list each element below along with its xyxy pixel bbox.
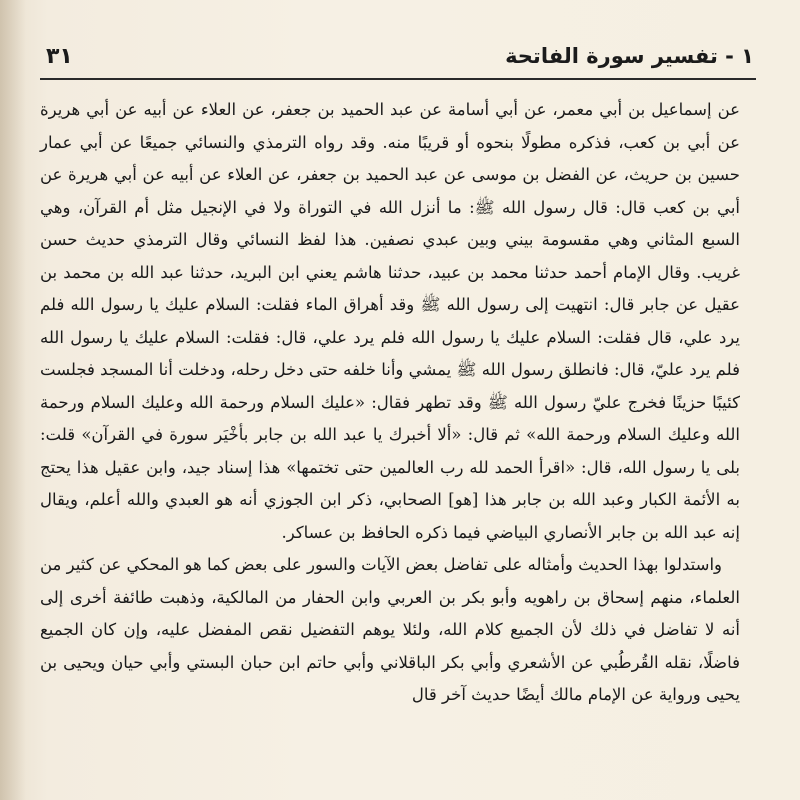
page-number: ٣١ <box>46 43 73 69</box>
paragraph: عن إسماعيل بن أبي معمر، عن أبي أسامة عن عبد الحميد بن جعفر، عن العلاء عن أبيه عن أبي هريرة عن أبي بن كعب، فذكره مطولًا بنحوه أو قريبًا منه. وقد رواه الترمذي والنسائي جميعًا عن أبي عمار حسين بن حريث، عن الفضل بن موسى عن عبد الحميد بن جعفر، عن العلاء عن أبيه عن أبي هريرة عن أبي بن كعب قال: قال رسول الله ﷺ: ما أنزل الله في التوراة ولا في الإنجيل مثل أم القرآن، وهي السبع المثاني وهي مقسومة بيني وبين عبدي نصفين. هذا لفظ النسائي وقال الترمذي حديث حسن غريب. وقال الإمام أحمد حدثنا محمد بن عبيد، حدثنا هاشم يعني ابن البريد، حدثنا عبد الله بن محمد بن عقيل عن جابر قال: انتهيت إلى رسول الله ﷺ وقد أهراق الماء فقلت: السلام عليك يا رسول الله فلم يرد علي، قال فقلت: السلام عليك يا رسول الله فلم يرد علي، قال: فقلت: السلام عليك يا رسول الله فلم يرد عليّ، قال: فانطلق رسول الله ﷺ يمشي وأنا خلفه حتى دخل رحله، ودخلت أنا المسجد فجلست كئيبًا حزينًا فخرج عليّ رسول الله ﷺ وقد تطهر فقال: «عليك السلام ورحمة الله وعليك السلام ورحمة الله وعليك السلام ورحمة الله» ثم قال: «ألا أخبرك يا عبد الله بن جابر بأخْيَر سورة في القرآن» قلت: بلى يا رسول الله، قال: «اقرأ الحمد لله رب العالمين حتى تختمها» هذا إسناد جيد، وابن عقيل هذا يحتج به الأئمة الكبار وعبد الله بن جابر هذا [هو] الصحابي، ذكر ابن الجوزي أنه هو العبدي والله أعلم، ويقال إنه عبد الله بن جابر الأنصاري البياضي فيما ذكره الحافظ بن عساكر. <box>40 100 740 542</box>
paragraph: واستدلوا بهذا الحديث وأمثاله على تفاضل بعض الآيات والسور على بعض كما هو المحكي عن كثير من العلماء، منهم إسحاق بن راهويه وأبو بكر بن العربي وابن الحفار من المالكية، وذهبت طائفة أخرى إلى أنه لا تفاضل في ذلك لأن الجميع كلام الله، ولئلا يوهم التفضيل نقص المفضل عليه، وإن كان الجميع فاضلًا، نقله القُرطُبي عن الأشعري وأبي بكر الباقلاني وأبي حاتم ابن حبان البستي وأبي حيان ويحيى بن يحيى ورواية عن الإمام مالك أيضًا حديث آخر قال <box>40 555 740 704</box>
body-text <box>40 94 740 712</box>
page-gutter-shadow <box>0 0 26 800</box>
header-rule <box>40 78 756 80</box>
page-header <box>46 38 754 74</box>
running-title: ١ - تفسير سورة الفاتحة <box>505 44 754 68</box>
